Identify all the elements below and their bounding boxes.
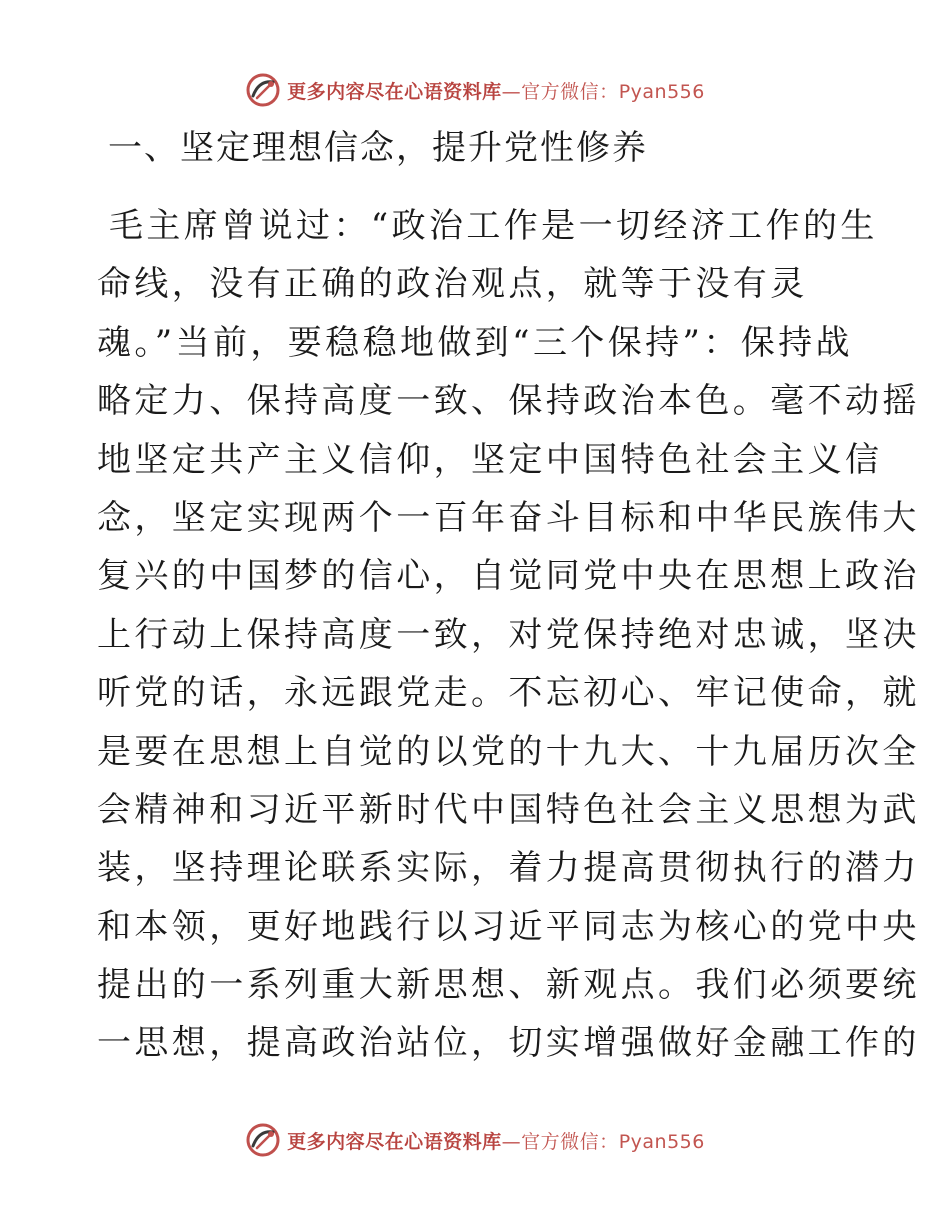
- body-paragraph: [97, 197, 920, 1073]
- watermark-lead: 更多内容尽在心语资料库: [287, 80, 502, 103]
- paragraph-line: 是要在思想上自觉的以党的十九大、十九届历次全: [97, 731, 920, 772]
- watermark-separator: —: [501, 1130, 522, 1153]
- paragraph-line: 命线，没有正确的政治观点，就等于没有灵: [97, 264, 808, 305]
- paragraph-line: 毛主席曾说过：“政治工作是一切经济工作的生: [109, 206, 878, 246]
- watermark-wechat-id: Pyan556: [618, 80, 705, 103]
- paragraph-line: 念，坚定实现两个一百年奋斗目标和中华民族伟大: [97, 497, 920, 538]
- watermark-lead: 更多内容尽在心语资料库: [287, 1130, 502, 1153]
- watermark-wechat-label: 官方微信：: [521, 1130, 619, 1153]
- watermark-separator: —: [501, 80, 522, 103]
- watermark-wechat-label: 官方微信：: [521, 80, 619, 103]
- paragraph-line: 提出的一系列重大新思想、新观点。我们必须要统: [97, 965, 920, 1006]
- logo-icon: [245, 1122, 281, 1158]
- watermark-wechat-id: Pyan556: [618, 1130, 705, 1153]
- paragraph-line: 和本领，更好地践行以习近平同志为核心的党中央: [97, 906, 920, 947]
- paragraph-line: 上行动上保持高度一致，对党保持绝对忠诚，坚决: [97, 614, 920, 655]
- paragraph-line: 会精神和习近平新时代中国特色社会主义思想为武: [97, 789, 920, 830]
- watermark-text: [287, 1127, 705, 1154]
- footer-watermark: [0, 1118, 950, 1162]
- paragraph-line: 听党的话，永远跟党走。不忘初心、牢记使命，就: [97, 673, 920, 714]
- paragraph-line: 略定力、保持高度一致、保持政治本色。毫不动摇: [97, 381, 920, 422]
- paragraph-line: 一思想，提高政治站位，切实增强做好金融工作的: [97, 1023, 920, 1064]
- paragraph-line: 复兴的中国梦的信心，自觉同党中央在思想上政治: [97, 556, 920, 597]
- paragraph-line: 魂。”当前，要稳稳地做到“三个保持”：保持战: [97, 322, 853, 363]
- section-heading: 一、坚定理想信念，提升党性修养: [108, 128, 648, 168]
- logo-icon: [245, 72, 281, 108]
- watermark-text: [287, 77, 705, 104]
- paragraph-line: 装，坚持理论联系实际，着力提高贯彻执行的潜力: [97, 848, 920, 889]
- paragraph-line: 地坚定共产主义信仰，坚定中国特色社会主义信: [97, 439, 883, 480]
- header-watermark: [0, 68, 950, 112]
